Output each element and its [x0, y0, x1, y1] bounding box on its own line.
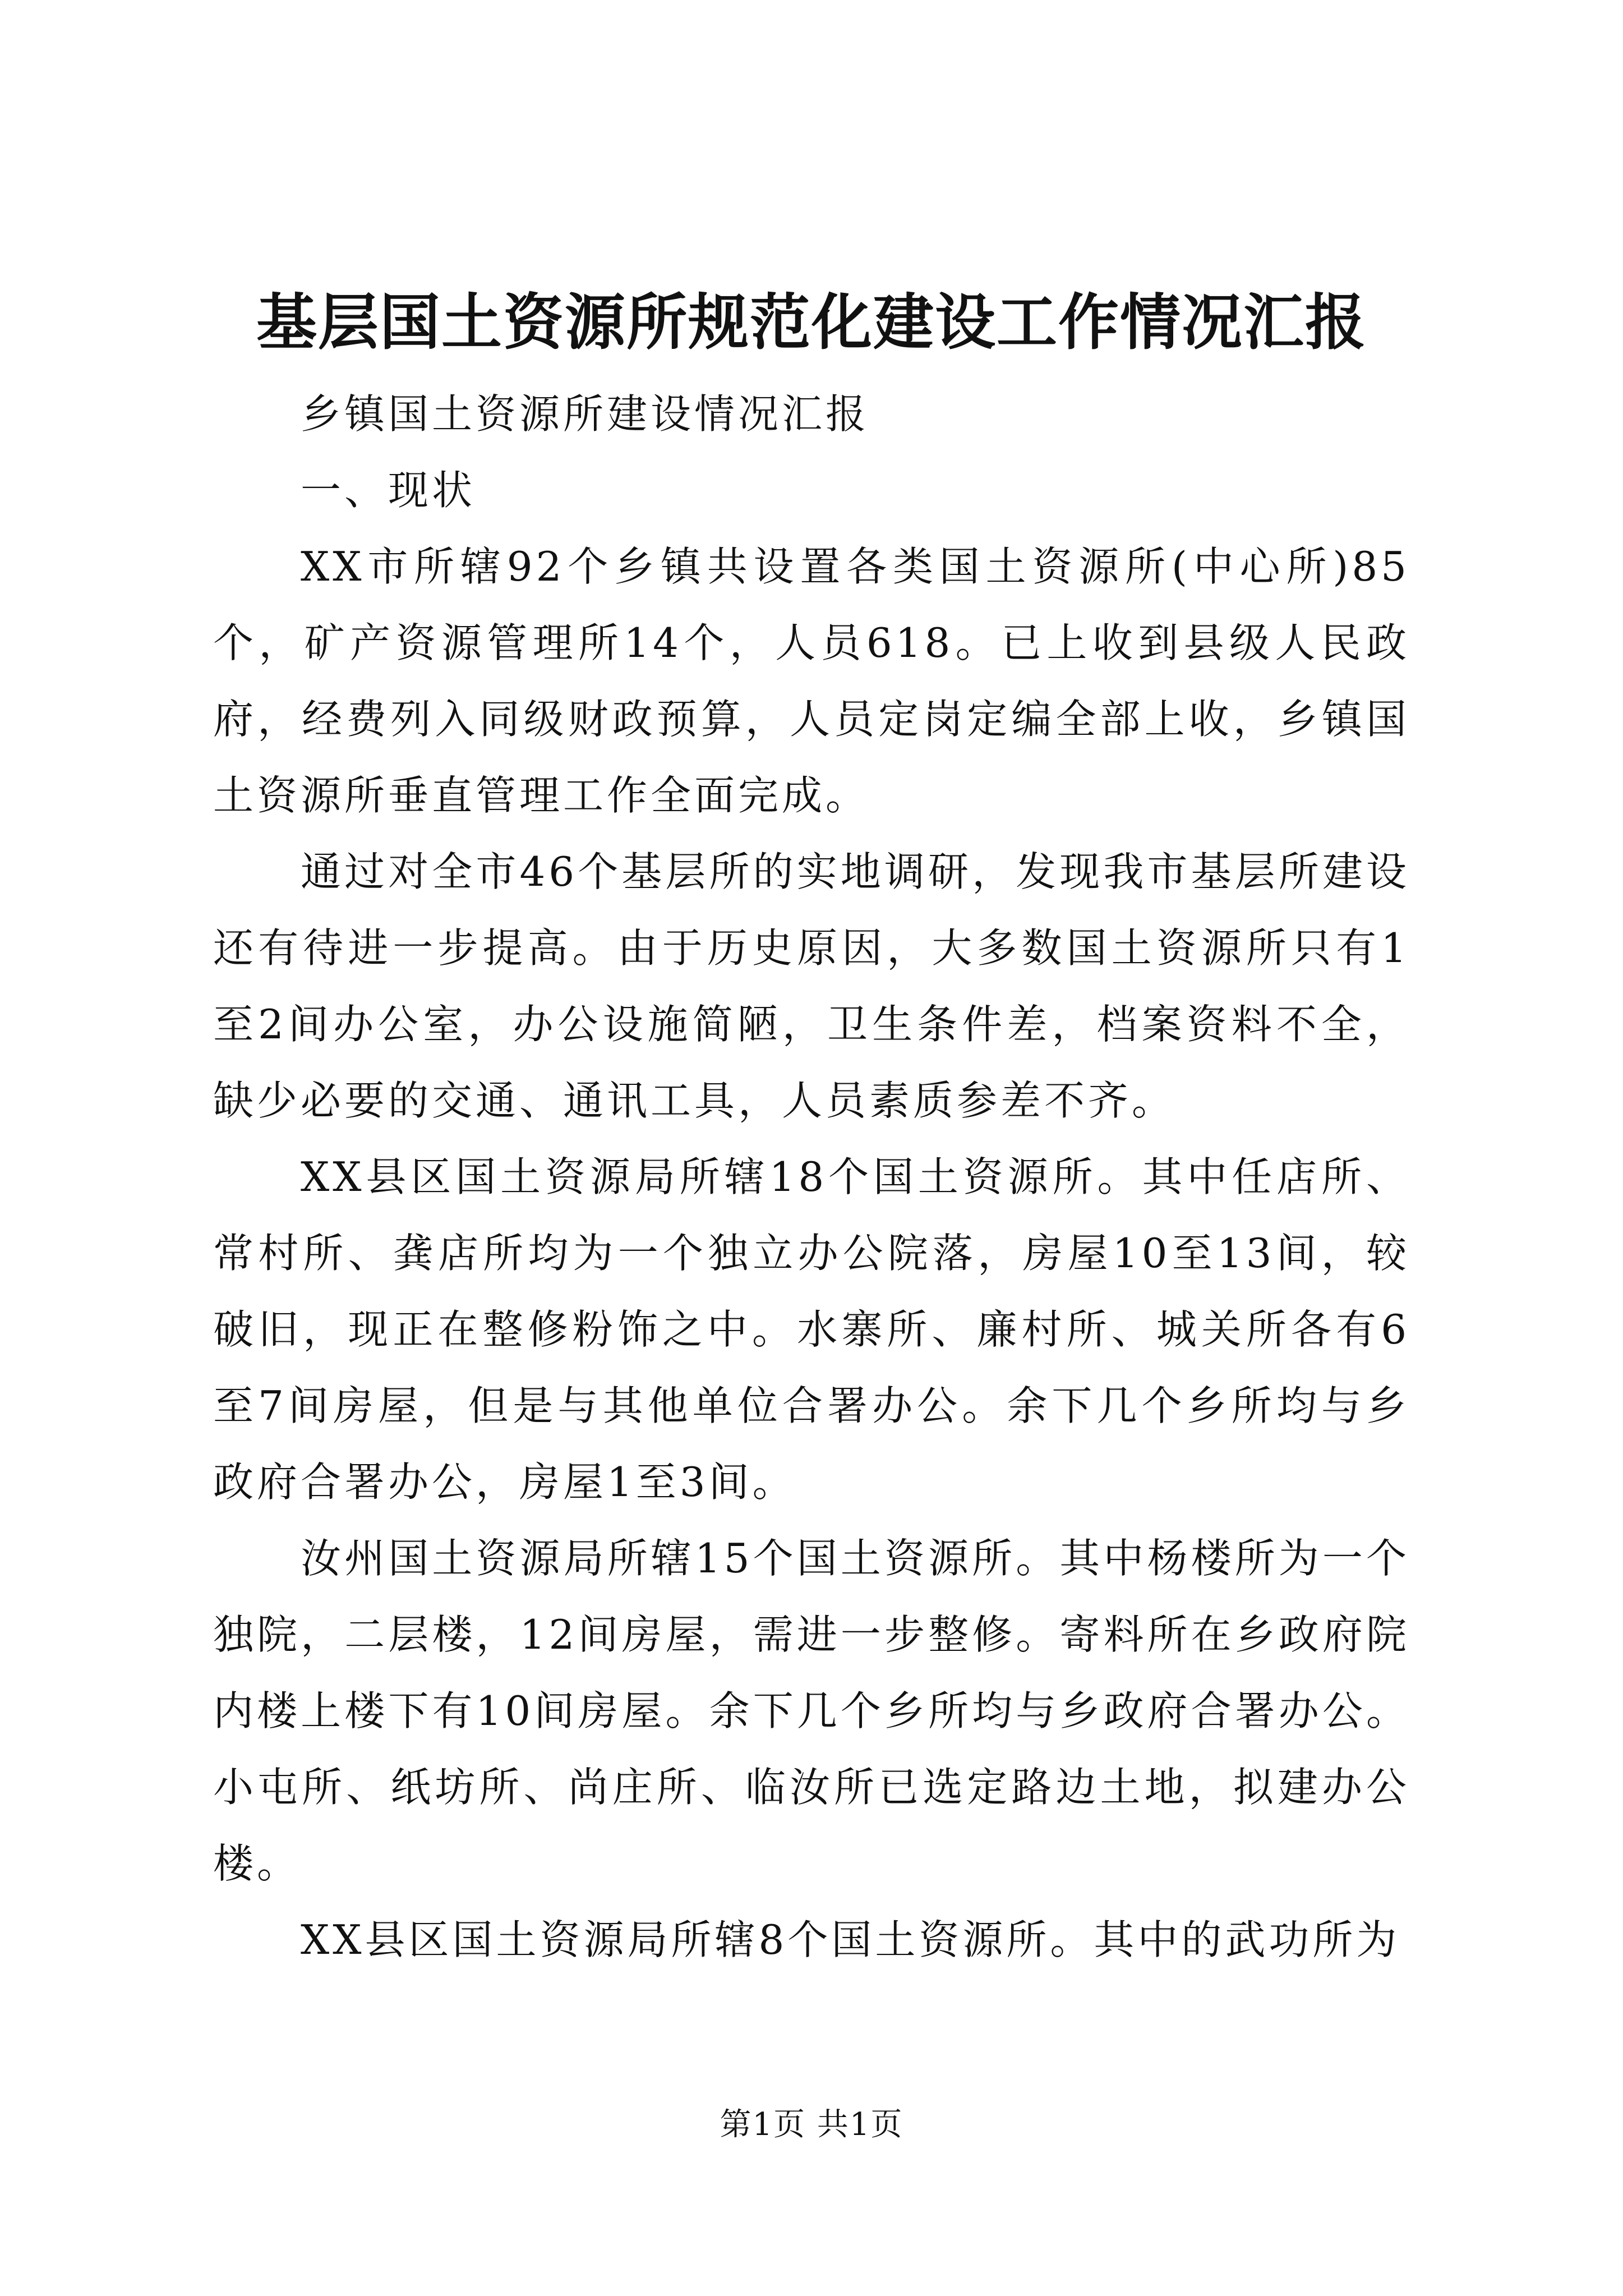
body-paragraph: XX县区国土资源局所辖8个国土资源所。其中的武功所为 — [301, 1916, 1400, 1963]
body-paragraph: XX县区国土资源局所辖18个国土资源所。其中任店所、常村所、龚店所均为一个独立办公院落，房屋10至13间，较破旧，现正在整修粉饰之中。水寨所、廉村所、城关所各有6至7间房屋，但是与其他单位合署办公。余下几个乡所均与乡政府合署办公，房屋1至3间。 — [213, 1153, 1410, 1506]
document-title: 基层国土资源所规范化建设工作情况汇报 — [256, 287, 1367, 358]
body-paragraph: XX市所辖92个乡镇共设置各类国土资源所(中心所)85个，矿产资源管理所14个，人员618。已上收到县级人民政府，经费列入同级财政预算，人员定岗定编全部上收，乡镇国土资源所垂直管理工作全面完成。 — [213, 543, 1410, 819]
document-subtitle: 乡镇国土资源所建设情况汇报 — [301, 390, 870, 438]
body-paragraph: 通过对全市46个基层所的实地调研，发现我市基层所建设还有待进一步提高。由于历史原因，大多数国土资源所只有1至2间办公室，办公设施简陋，卫生条件差，档案资料不全，缺少必要的交通、通讯工具，人员素质参差不齐。 — [213, 848, 1410, 1124]
section-heading: 一、现状 — [301, 467, 476, 514]
body-paragraph: 汝州国土资源局所辖15个国土资源所。其中杨楼所为一个独院，二层楼，12间房屋，需进一步整修。寄料所在乡政府院内楼上楼下有10间房屋。余下几个乡所均与乡政府合署办公。小屯所、纸坊所、尚庄所、临汝所已选定路边土地，拟建办公楼。 — [213, 1535, 1410, 1887]
page-number-footer: 第1页 共1页 — [720, 2106, 903, 2143]
document-body — [213, 376, 1410, 1978]
